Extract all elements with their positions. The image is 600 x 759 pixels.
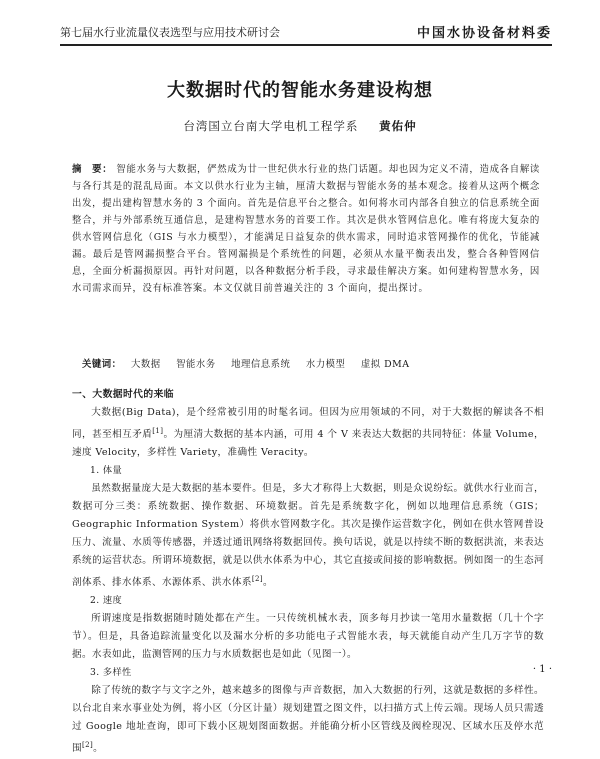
body-text: [72, 386, 544, 759]
citation: [1]: [152, 427, 164, 435]
abstract: [72, 161, 540, 297]
paper-title: 大数据时代的智能水务建设构想: [167, 80, 433, 101]
keyword: 地理信息系统: [231, 359, 291, 370]
header-conference: 第七届水行业流量仪表选型与应用技术研讨会: [60, 26, 280, 39]
subsection-heading: 3. 多样性: [90, 667, 132, 679]
citation: [2]: [251, 575, 264, 584]
paragraph: [72, 682, 544, 758]
subsection-heading: 2. 速度: [90, 595, 123, 607]
keywords: [82, 356, 540, 370]
paragraph-text: 。为厘清大数据的基本内涵，可用 4 个 V 来表达大数据的共同特征：体量 Volume，速度 Velocity，多样性 Variety，准确性 Veracity。: [72, 429, 545, 459]
paragraph: [72, 404, 544, 462]
keywords-label: 关键词：: [82, 359, 122, 370]
keyword: 虚拟 DMA: [360, 359, 410, 370]
page-number: · 1 ·: [532, 664, 552, 675]
paragraph: [72, 480, 544, 592]
paragraph-text: 大数据(Big Data)，是个经常被引用的时髦名词。但因为应用领域的不同，对于大数据的解读各不相同，甚至相互矛盾: [72, 407, 544, 441]
keyword: 大数据: [131, 359, 161, 370]
keyword: 智能水务: [176, 359, 216, 370]
running-header: [60, 20, 552, 46]
paragraph-text: 。: [263, 577, 274, 589]
subsection-heading: 1. 体量: [90, 465, 123, 477]
section-heading: 一、大数据时代的来临: [72, 389, 174, 400]
paragraph: 所谓速度是指数据随时随处都在产生。一只传统机械水表，顶多每月抄读一笔用水量数据（几十个字节）。但是，具备追踪流量变化以及漏水分析的多功能电子式智能水表，每天就能自动产生几万字节的数据。水表如此，监测管网的压力与水质数据也是如此（见图一）。: [72, 613, 544, 661]
author: 黄佑仲: [379, 119, 417, 133]
keyword: 水力模型: [305, 359, 346, 370]
paragraph-text: 除了传统的数字与文字之外，越来越多的图像与声音数据，加入大数据的行列，这就是数据的多样性。以台北自来水事业处为例，将小区（分区计量）规划建置之图文件，以扫描方式上传云端。现场人员只需透过 Google 地址查询，即可下载小区规划图面数据。并能确分析小区管线及阀栓现况、区域水压及停水范围: [72, 685, 544, 755]
affiliation-line: [0, 118, 600, 134]
affiliation: 台湾国立台南大学电机工程学系: [183, 119, 359, 133]
paragraph-text: 。: [93, 743, 104, 755]
citation: [2]: [82, 741, 94, 750]
abstract-label: 摘 要：: [72, 164, 113, 175]
header-organization: 中国水协设备材料委: [416, 26, 552, 41]
abstract-text: 智能水务与大数据，俨然成为廿一世纪供水行业的热门话题。却也因为定义不清，造成各自解读与各行其是的混乱局面。本文以供水行业为主轴，厘清大数据与智能水务的基本观念。接着从这两个概念出发，提出建构智慧水务的 3 个面向。首先是信息平台之整合。如何将水司内部各自独立的信息系统全面整合，并与外部系统互通信息，是建构智慧水务的首要工作。其次是供水管网信息化。唯有将庞大复杂的供水管网信息化（GIS 与水力模型），才能满足日益复杂的供水需求，同时追求管网操作的优化，节能减漏。最后是管网漏损整合平台。管网漏损是个系统性的问题，必须从水量平衡表出发，整合各种管网信息，全面分析漏损原因。再针对问题，以各种数据分析手段，寻求最佳解决方案。如何建构智慧水务，因水司需求而异，没有标准答案。本文仅就目前普遍关注的 3 个面向，提出探讨。: [72, 164, 540, 294]
paragraph-text: 虽然数据量庞大是大数据的基本要件。但是，多大才称得上大数据，则是众说纷纭。就供水行业而言，数据可分三类：系统数据、操作数据、环境数据。首先是系统数字化，例如以地理信息系统（GIS；Geographic Information System）将供水管网数字化。其次是操作运营数字化，例如在供水管网普设压力、流量、水质等传感器，并透过通讯网络将数据回传。换句话说，就是以持续不断的数据洪流，来表达系统的运营状态。所谓环境数据，就是以供水体系为中心，其它直接或间接的影响数据。例如图一的生态河剖体系、排水体系、水源体系、洪水体系: [72, 483, 544, 589]
